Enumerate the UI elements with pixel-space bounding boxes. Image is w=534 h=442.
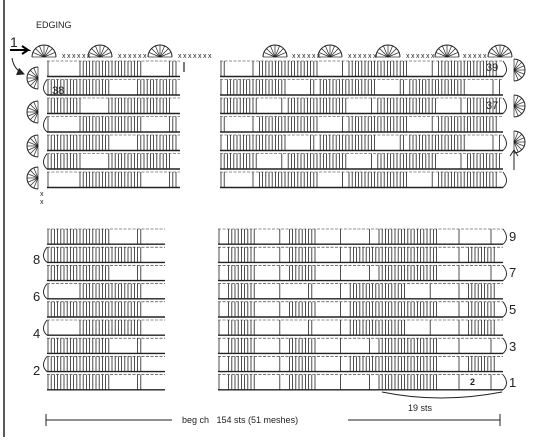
turning-chain	[503, 98, 507, 114]
scallop-spoke	[514, 98, 522, 106]
chain-x-mark: x	[178, 53, 182, 60]
turning-chain	[44, 320, 48, 335]
chain-x-mark: x	[87, 53, 91, 60]
scallop-spoke	[36, 49, 44, 57]
scallop-top	[88, 45, 112, 57]
round-label-37: 37	[486, 100, 499, 112]
chain-x-mark: x	[307, 53, 311, 60]
chain-x-mark: x	[368, 53, 372, 60]
chain-x-mark: x	[463, 53, 467, 60]
chain-x-mark: x	[203, 53, 207, 60]
scallop-top	[376, 45, 400, 57]
scallop-spoke	[380, 49, 388, 57]
scallop-spoke	[514, 106, 522, 114]
scallop-spoke	[30, 146, 38, 154]
scallop-right	[514, 59, 525, 81]
turning-chain	[44, 356, 48, 371]
edging-scallops	[27, 45, 525, 206]
chain-x-mark: x	[353, 53, 357, 60]
scallop-spoke	[492, 49, 500, 57]
chain-x-mark: x	[478, 53, 482, 60]
bottom-caption: beg ch 154 sts (51 meshes)	[182, 415, 299, 425]
row-label-6: 6	[33, 289, 41, 304]
chain-x-mark: x	[198, 53, 202, 60]
chain-x-mark: x	[483, 53, 487, 60]
turning-chain	[503, 61, 507, 77]
scallop-spoke	[267, 49, 275, 57]
chain-x-mark: x	[416, 53, 420, 60]
turning-chain	[44, 80, 48, 96]
chart-bottom-block	[44, 229, 507, 390]
turning-chain	[44, 284, 48, 299]
scallop-spoke	[514, 70, 522, 78]
chain-x-mark: x	[72, 53, 76, 60]
scallop-spoke	[275, 49, 283, 57]
repeat-caption: 19 sts	[408, 403, 433, 413]
chain-x-mark: x	[426, 53, 430, 60]
chain-x-mark: x	[40, 191, 44, 198]
scallop-spoke	[30, 170, 38, 178]
chain-x-mark: x	[302, 53, 306, 60]
round-label-38: 38	[52, 85, 65, 97]
scallop-top	[263, 45, 287, 57]
row-label-1: 1	[509, 375, 517, 390]
scallop-left	[27, 135, 38, 157]
chain-x-mark: x	[431, 53, 435, 60]
row-label-7: 7	[509, 265, 517, 280]
chain-x-mark: x	[358, 53, 362, 60]
chart-top-block	[44, 61, 507, 188]
row-label-5: 5	[509, 302, 517, 317]
chain-x-mark: x	[411, 53, 415, 60]
row-label-4: 4	[33, 326, 41, 341]
turning-chain	[44, 117, 48, 133]
scallop-spoke	[447, 49, 455, 57]
scallop-left	[27, 67, 38, 89]
turn-arrow-icon	[12, 58, 24, 74]
scallop-spoke	[160, 49, 168, 57]
scallop-spoke	[322, 49, 330, 57]
scallop-spoke	[439, 49, 447, 57]
chain-x-mark: x	[468, 53, 472, 60]
chain-x-mark: x	[82, 53, 86, 60]
chain-x-mark: x	[297, 53, 301, 60]
scallop-spoke	[152, 49, 160, 57]
turning-chain	[503, 338, 507, 353]
chain-x-mark: x	[406, 53, 410, 60]
turning-chain	[503, 265, 507, 280]
chain-x-mark: x	[292, 53, 296, 60]
scallop-spoke	[514, 134, 522, 142]
chain-x-mark: x	[123, 53, 127, 60]
scallop-spoke	[388, 49, 396, 57]
scallop-top	[32, 45, 56, 57]
turning-chain	[44, 247, 48, 262]
chain-x-mark: x	[62, 53, 66, 60]
turning-chain	[503, 229, 507, 244]
chain-x-mark: x	[348, 53, 352, 60]
chain-x-mark: x	[118, 53, 122, 60]
chain-x-mark: x	[317, 53, 321, 60]
chain-x-mark: x	[193, 53, 197, 60]
chain-x-mark: x	[312, 53, 316, 60]
row-label-2: 2	[33, 363, 41, 378]
chain-x-mark: x	[143, 53, 147, 60]
scallop-left	[27, 101, 38, 123]
scallop-spoke	[514, 142, 522, 150]
chain-x-mark: x	[128, 53, 132, 60]
row-label-9: 9	[509, 229, 517, 244]
chain-x-mark: x	[188, 53, 192, 60]
chain-x-mark: x	[183, 53, 187, 60]
turning-chain	[503, 302, 507, 317]
chain-x-mark: x	[67, 53, 71, 60]
scallop-right	[514, 95, 525, 117]
scallop-spoke	[30, 112, 38, 120]
scallop-spoke	[92, 49, 100, 57]
round-label-39: 39	[486, 62, 499, 74]
scallop-spoke	[514, 62, 522, 70]
chain-x-mark: x	[133, 53, 137, 60]
turning-chain	[503, 172, 507, 188]
repeat-bracket	[382, 392, 502, 398]
scallop-spoke	[44, 49, 52, 57]
chain-x-mark: x	[421, 53, 425, 60]
scallop-top	[488, 45, 512, 57]
scallop-spoke	[30, 138, 38, 146]
scallop-spoke	[100, 49, 108, 57]
chain-x-mark: x	[373, 53, 377, 60]
scallop-spoke	[30, 78, 38, 86]
row-label-8: 8	[33, 252, 41, 267]
chain-x-mark: x	[363, 53, 367, 60]
scallop-spoke	[30, 70, 38, 78]
row-label-3: 3	[509, 339, 517, 354]
scallop-top	[148, 45, 172, 57]
chain-x-mark: x	[208, 53, 212, 60]
chain-x-mark: x	[40, 199, 44, 206]
scallop-top	[435, 45, 459, 57]
edging-start-label: 1	[10, 34, 18, 50]
scallop-spoke	[30, 104, 38, 112]
chain-x-mark: x	[138, 53, 142, 60]
scallop-left	[27, 167, 38, 189]
scallop-spoke	[330, 49, 338, 57]
chain-x-mark: x	[473, 53, 477, 60]
turning-chain	[44, 154, 48, 170]
scallop-spoke	[30, 178, 38, 186]
edging-title: EDGING	[36, 20, 72, 30]
scallop-spoke	[500, 49, 508, 57]
repeat-marker: 2	[470, 377, 476, 387]
scallop-right	[514, 131, 525, 153]
turning-chain	[503, 375, 507, 390]
turning-chain	[503, 135, 507, 151]
scallop-top	[318, 45, 342, 57]
chain-x-mark: x	[77, 53, 81, 60]
